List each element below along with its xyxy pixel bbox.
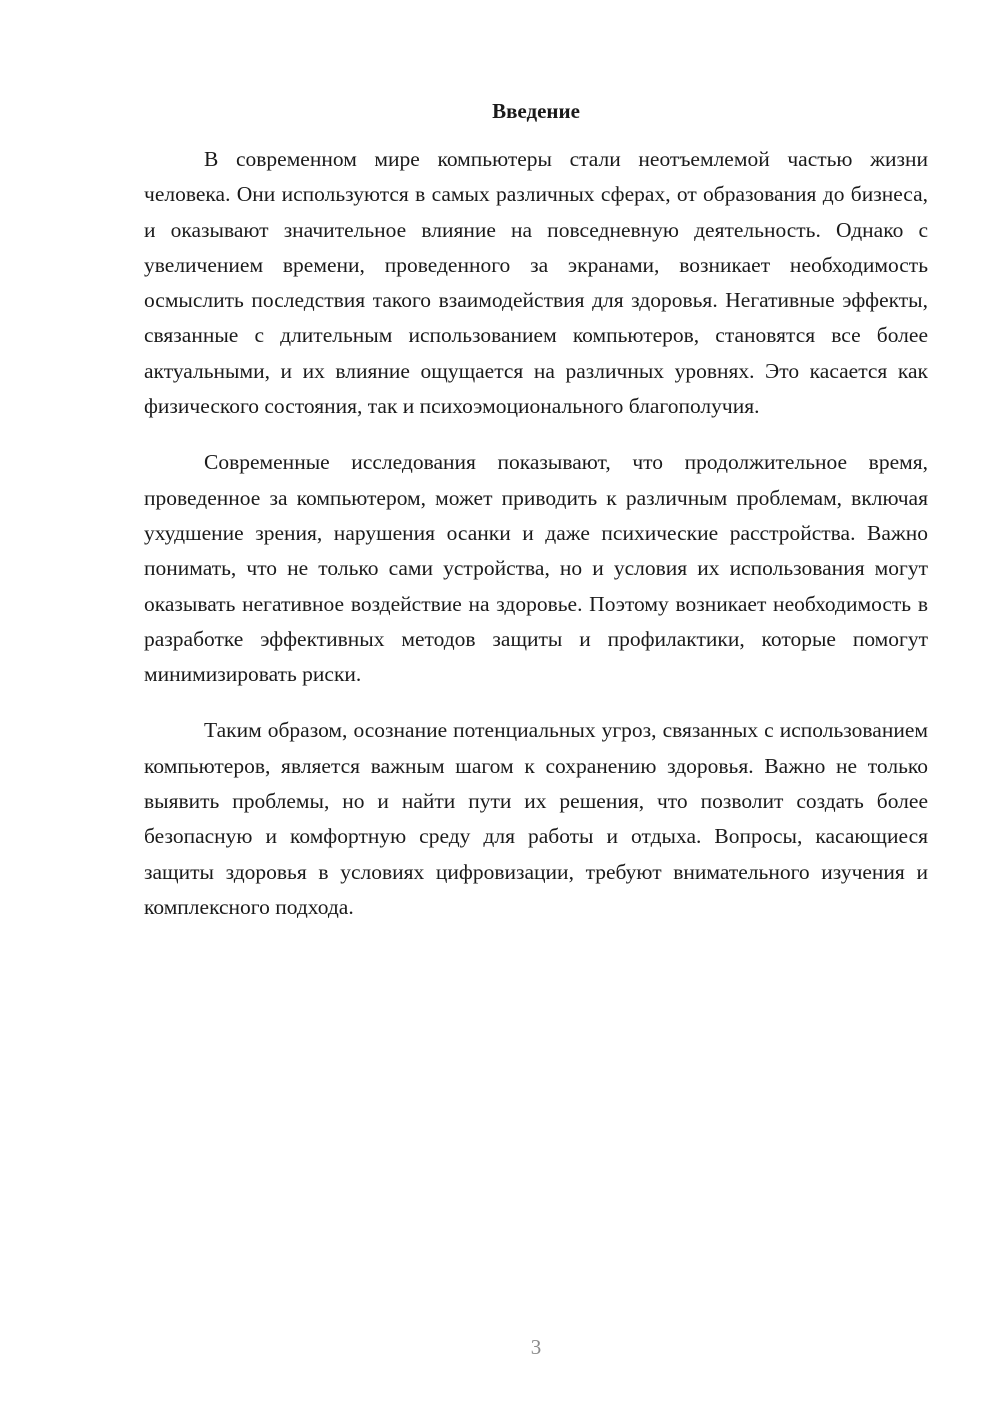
paragraph-1: В современном мире компьютеры стали неотъемлемой частью жизни человека. Они используются в самых различных сферах, от образования до бизнеса, и оказывают значительное влияние на повседневную деятельность. Однако с увеличением времени, проведенного за экранами, возникает необходимость осмыслить последствия такого взаимодействия для здоровья. Негативные эффекты, связанные с длительным использованием компьютеров, становятся все более актуальными, и их влияние ощущается на различных уровнях. Это касается как физического состояния, так и психоэмоционального благополучия. [144, 147, 928, 419]
page-title: Введение [492, 99, 580, 123]
paragraph-3: Таким образом, осознание потенциальных угроз, связанных с использованием компьютеров, является важным шагом к сохранению здоровья. Важно не только выявить проблемы, но и найти пути их решения, что позволит создать более безопасную и комфортную среду для работы и отдыха. Вопросы, касающиеся защиты здоровья в условиях цифровизации, требуют внимательного изучения и комплексного подхода. [144, 718, 928, 919]
body-text [144, 142, 928, 925]
paragraph-2: Современные исследования показывают, что продолжительное время, проведенное за компьютером, может приводить к различным проблемам, включая ухудшение зрения, нарушения осанки и даже психические расстройства. Важно понимать, что не только сами устройства, но и условия их использования могут оказывать негативное воздействие на здоровье. Поэтому возникает необходимость в разработке эффективных методов защиты и профилактики, которые помогут минимизировать риски. [144, 450, 928, 687]
page-number: 3 [530, 1335, 542, 1359]
